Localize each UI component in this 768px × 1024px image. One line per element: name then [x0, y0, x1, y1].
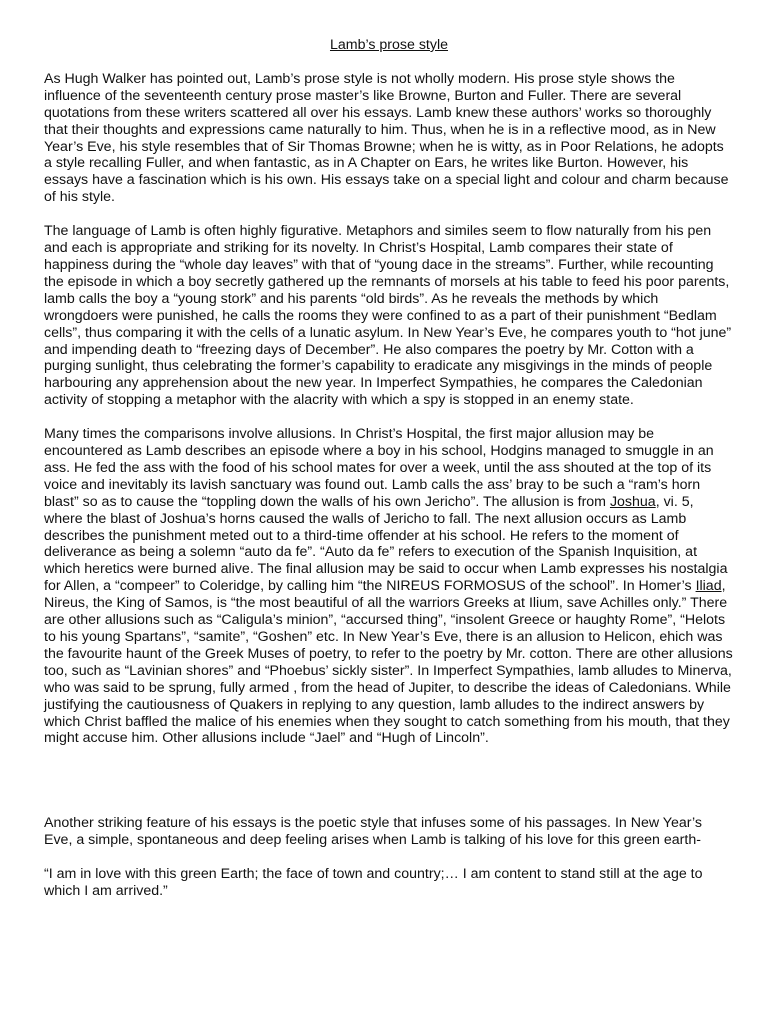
document-page — [44, 37, 734, 917]
allusions-text-part-1: Many times the comparisons involve allusions. In Christ’s Hospital, the first major allusion may be encountered as Lamb describes an episode where a boy in his school, Hodgins managed to smuggle in an ass. He fed the ass with the food of his school mates for over a week, until the ass shouted at the top of its voice and inevitably its lavish sanctuary was found out. Lamb calls the ass’ bray to be such a “ram’s horn blast” so as to cause the “toppling down the walls of his own Jericho”. The allusion is from — [44, 426, 714, 510]
document-title: Lamb’s prose style — [329, 37, 449, 53]
joshua-reference: Joshua — [609, 493, 656, 510]
iliad-reference: Iliad — [695, 578, 722, 595]
allusions-text-part-3: , Nireus, the King of Samos, is “the most beautiful of all the warriors Greeks at Ilium, save Achilles only.” There are other allusions such as “Caligula’s minion”, “accursed thing”, “insolent Greece or haughty Rome”, “Helots to his young Spartans”, “samite”, “Goshen” etc. In New Year’s Eve, there is an allusion to Helicon, ehich was the favourite haunt of the Greek Muses of poetry, to refer to the poetry by Mr. cotton. There are other allusions too, such as “Lavinian shores” and “Phoebus’ sickly sister”. In Imperfect Sympathies, lamb alludes to Minerva, who was said to be sprung, fully armed , from the head of Jupiter, to describe the ideas of Caledonians. While justifying the cautiousness of Quakers in replying to any question, lamb alludes to the indirect answers by which Christ baffled the malice of his enemies when they sought to catch something from his mouth, that they might accuse him. Other allusions include “Jael” and “Hugh of Lincoln”. — [44, 578, 733, 747]
quotation: “I am in love with this green Earth; the face of town and country;… I am content to stand still at the age to which I am arrived.” — [44, 866, 703, 900]
paragraph-poetic-style: Another striking feature of his essays is the poetic style that infuses some of his passages. In New Year’s Eve, a simple, spontaneous and deep feeling arises when Lamb is talking of his love for this green earth- — [44, 815, 702, 849]
paragraph-figurative-language: The language of Lamb is often highly figurative. Metaphors and similes seem to flow naturally from his pen and each is appropriate and striking for its novelty. In Christ’s Hospital, Lamb compares their state of happiness during the “whole day leaves” with that of “young dace in the streams”. Further, while recounting the episode in which a boy secretly gathered up the remnants of morsels at his table to feed his poor parents, lamb calls the boy a “young stork” and his parents “old birds”. As he reveals the methods by which wrongdoers were punished, he calls the rooms they were confined to as a part of their punishment “Bedlam cells”, thus comparing it with the cells of a lunatic asylum. In New Year’s Eve, he compares youth to “hot june” and impending death to “freezing days of December”. He also compares the poetry by Mr. Cotton with a purging sunlight, thus celebrating the former’s capability to eradicate any misgivings in the minds of people harbouring any apprehension about the new year. In Imperfect Sympathies, he compares the Caledonian activity of stopping a metaphor with the alacrity with which a spy is stopped in an enemy state. — [44, 223, 732, 409]
blank-space — [44, 764, 734, 815]
paragraph-prose-influences: As Hugh Walker has pointed out, Lamb’s prose style is not wholly modern. His prose style shows the influence of the seventeenth century prose master’s like Browne, Burton and Fuller. There are several quotations from these writers scattered all over his essays. Lamb knew these authors’ works so thoroughly that their thoughts and expressions came naturally to him. Thus, when he is in a reflective mood, as in New Year’s Eve, his style resembles that of Sir Thomas Browne; when he is witty, as in Poor Relations, he adopts a style recalling Fuller, and when fantastic, as in A Chapter on Ears, he writes like Burton. However, his essays have a fascination which is his own. His essays take on a special light and colour and charm because of his style. — [44, 70, 729, 206]
paragraph-allusions — [44, 426, 734, 747]
allusions-text-part-2: , vi. 5, where the blast of Joshua’s horns caused the walls of Jericho to fall. The next allusion occurs as Lamb describes the punishment meted out to a third-time offender at his school. He refers to the moment of deliverance as being a solemn “auto da fe”. “Auto da fe” refers to execution of the Spanish Inquisition, at which heretics were burned alive. The final allusion may be said to occur when Lamb expresses his nostalgia for Allen, a “compeer” to Coleridge, by calling him “the NIREUS FORMOSUS of the school”. In Homer’s — [44, 493, 728, 595]
